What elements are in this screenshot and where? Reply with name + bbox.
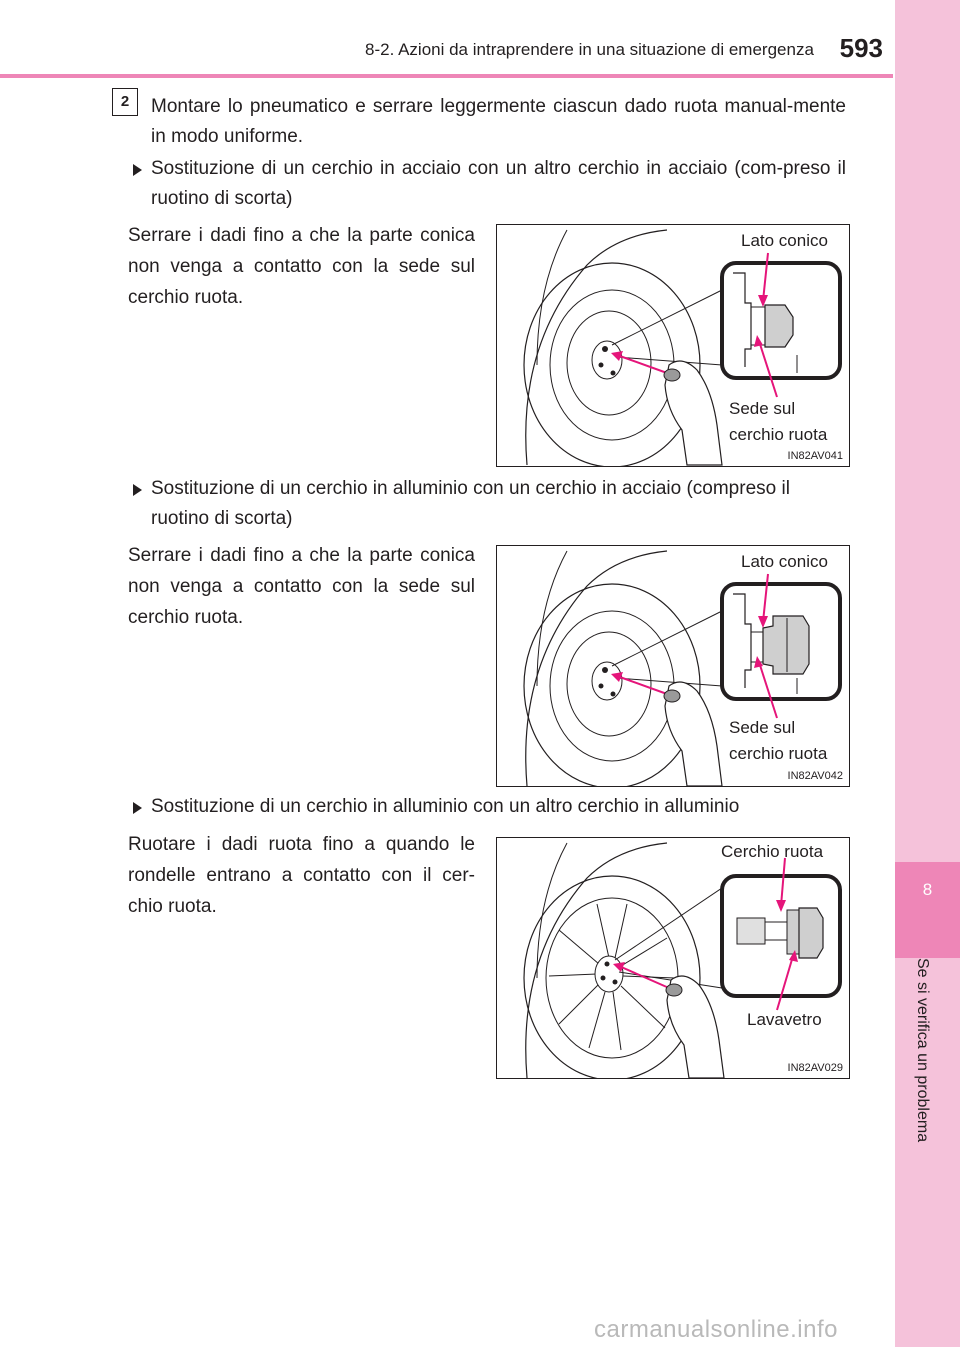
step-text: Montare lo pneumatico e serrare leggermente ciascun dado ruota manual-mente in modo uniforme.: [151, 96, 846, 147]
section-body: Serrare i dadi fino a che la parte conica non venga a contatto con la sede sul cerchio ruota.: [128, 545, 475, 628]
figure-alloy-to-steel: [496, 545, 850, 787]
chapter-title: Se si verifica un problema: [914, 958, 931, 1143]
label-wheel-rim: Cerchio ruota: [721, 842, 824, 861]
label-wheel-seat-1: Sede sul: [729, 399, 796, 418]
figure-steel-to-steel: [496, 224, 850, 467]
alloy-wheel-illustration: [497, 838, 850, 1079]
watermark: carmanualsonline.info: [594, 1316, 838, 1343]
figure-code: IN82AV041: [787, 450, 843, 462]
label-tapered-side: Lato conico: [741, 231, 828, 250]
section-title: 8-2. Azioni da intraprendere in una situazione di emergenza: [365, 40, 814, 59]
bullet-arrow-icon: [133, 802, 142, 814]
figure-alloy-to-alloy: [496, 837, 850, 1079]
chapter-number-box: [895, 862, 960, 958]
figure-code: IN82AV042: [787, 770, 843, 782]
bullet-arrow-icon: [133, 484, 142, 496]
page-number: 593: [839, 33, 883, 63]
header-divider: [0, 74, 893, 78]
step-number-box: 2: [112, 88, 138, 116]
label-wheel-seat-2: cerchio ruota: [729, 744, 828, 763]
label-wheel-seat-1: Sede sul: [729, 718, 796, 737]
label-washer: Lavavetro: [747, 1010, 822, 1029]
chapter-title-wrap: [895, 958, 960, 1198]
label-wheel-seat-2: cerchio ruota: [729, 425, 828, 444]
bullet-arrow-icon: [133, 164, 142, 176]
label-tapered-side: Lato conico: [741, 552, 828, 571]
section-heading: Sostituzione di un cerchio in acciaio con un altro cerchio in acciaio (com-preso il ruotino di scorta): [151, 158, 846, 209]
section-body: Ruotare i dadi ruota fino a quando le rondelle entrano a contatto con il cer-chio ruota.: [128, 834, 475, 917]
section-body: Serrare i dadi fino a che la parte conica non venga a contatto con la sede sul cerchio ruota.: [128, 225, 475, 308]
section-heading: Sostituzione di un cerchio in alluminio con un altro cerchio in alluminio: [151, 796, 740, 817]
section-heading: Sostituzione di un cerchio in alluminio con un cerchio in acciaio (compreso il ruotino di scorta): [151, 478, 790, 529]
figure-code: IN82AV029: [787, 1062, 843, 1074]
chapter-number: 8: [922, 880, 933, 899]
